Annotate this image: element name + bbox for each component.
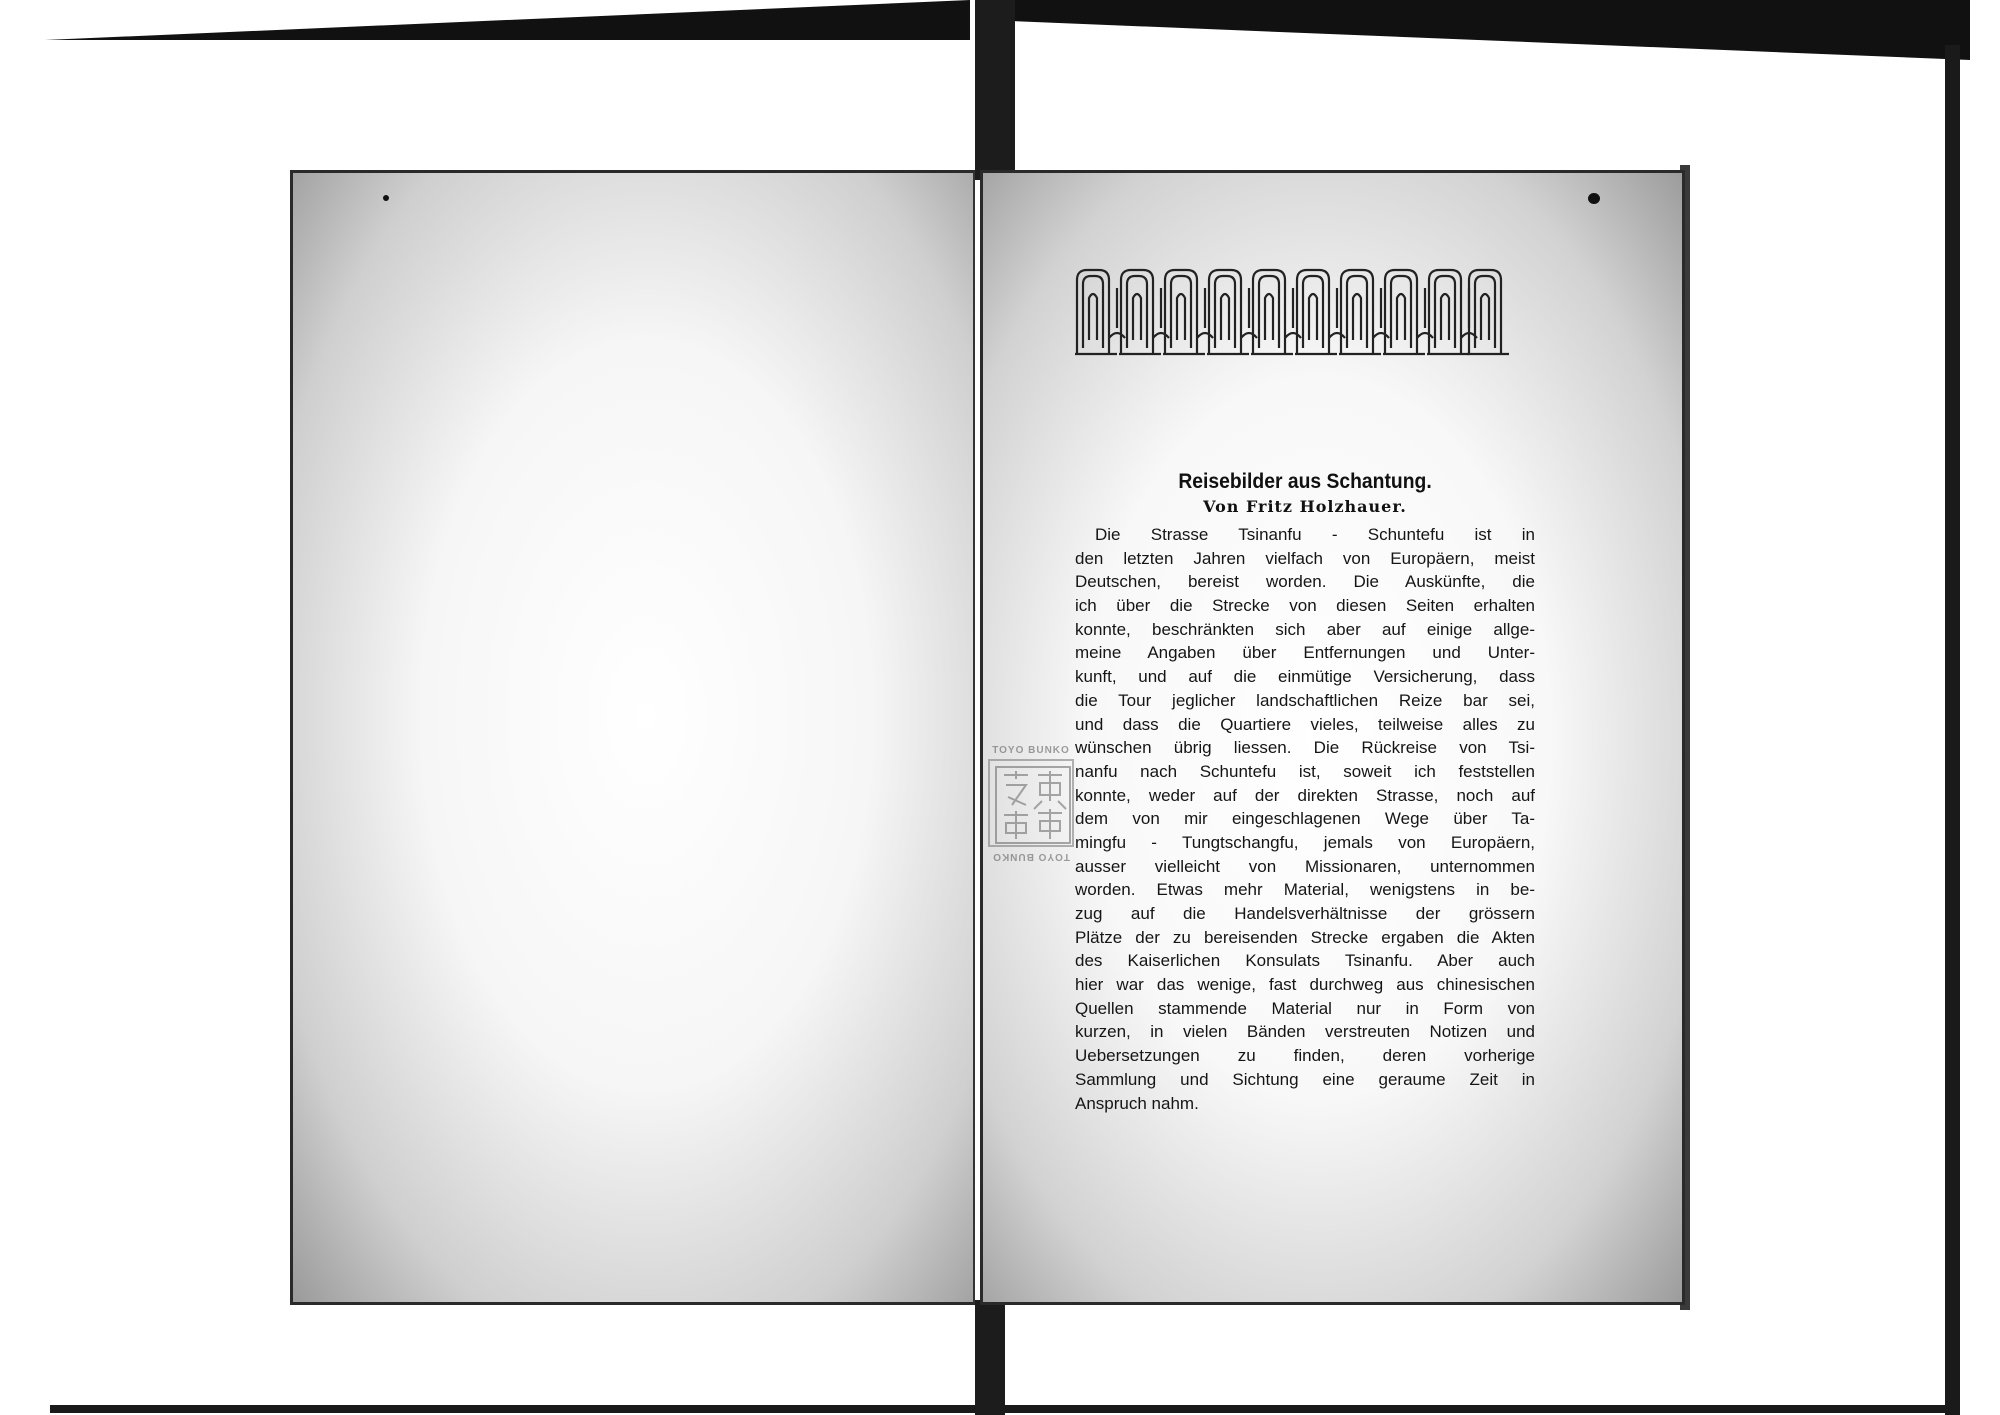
- body-line: Quellen stammende Material nur in Form von: [1075, 998, 1535, 1018]
- body-line: zug auf die Handelsverhältnisse der grössern: [1075, 904, 1535, 923]
- ink-speck: [383, 195, 389, 201]
- body-line: Die Strasse Tsinanfu - Schuntefu ist in: [1095, 525, 1535, 544]
- article-byline: Von Fritz Holzhauer.: [1203, 497, 1407, 516]
- body-line: konnte, beschränkten sich aber auf einige allge-: [1075, 619, 1535, 639]
- scan-dark-band-right: [1010, 0, 1970, 60]
- article-body: [1075, 523, 1535, 1115]
- body-line: worden. Etwas mehr Material, wenigstens in be-: [1075, 880, 1535, 900]
- body-line: hier war das wenige, fast durchweg aus chinesischen: [1075, 975, 1535, 995]
- scan-bottom-edge-right: [1000, 1405, 1945, 1413]
- decorative-header-ornament: [1073, 268, 1513, 358]
- body-line: und dass die Quartiere vieles, teilweise alles zu: [1075, 714, 1535, 734]
- body-line: den letzten Jahren vielfach von Europäern, meist: [1075, 548, 1535, 568]
- body-line: kunft, und auf die einmütige Versicherung, dass: [1075, 667, 1535, 687]
- ink-speck: [1588, 193, 1600, 204]
- stamp-top-text: TOYO BUNKO: [992, 745, 1070, 756]
- body-line: ausser vielleicht von Missionaren, unternommen: [1075, 856, 1535, 876]
- book-spine-top: [975, 0, 1015, 180]
- body-line: Uebersetzungen zu finden, deren vorherige: [1075, 1046, 1535, 1066]
- article-heading: Reisebilder aus Schantung.: [1178, 470, 1432, 493]
- body-line: Plätze der zu bereisenden Strecke ergaben die Akten: [1075, 927, 1535, 947]
- left-page-blank: [290, 170, 975, 1305]
- library-stamp: [982, 745, 1080, 865]
- body-line: Deutschen, bereist worden. Die Auskünfte, die: [1075, 572, 1535, 592]
- body-line: kurzen, in vielen Bänden verstreuten Notizen und: [1075, 1022, 1535, 1042]
- body-line: nanfu nach Schuntefu ist, soweit ich feststellen: [1075, 761, 1535, 781]
- body-line: die Tour jeglicher landschaftlichen Reize bar sei,: [1075, 690, 1535, 710]
- body-line: ich über die Strecke von diesen Seiten erhalten: [1075, 596, 1535, 616]
- seal-glyphs-icon: [990, 761, 1076, 849]
- body-line: meine Angaben über Entfernungen und Unter-: [1075, 643, 1535, 663]
- scan-bottom-edge-left: [50, 1405, 975, 1413]
- body-line: wünschen übrig liessen. Die Rückreise von Tsi-: [1075, 738, 1535, 758]
- body-line: mingfu - Tungtschangfu, jemals von Europäern,: [1075, 832, 1535, 852]
- body-line: Anspruch nahm.: [1075, 1093, 1199, 1113]
- body-line: konnte, weder auf der direkten Strasse, noch auf: [1075, 785, 1535, 805]
- body-line: Sammlung und Sichtung eine geraume Zeit in: [1075, 1069, 1535, 1089]
- book-spine-bottom: [975, 1300, 1005, 1415]
- stamp-bottom-text: TOYO BUNKO: [992, 851, 1070, 862]
- body-line: des Kaiserlichen Konsulats Tsinanfu. Aber auch: [1075, 951, 1535, 971]
- scan-right-edge: [1945, 45, 1960, 1415]
- stamp-seal: [988, 759, 1074, 847]
- body-line: dem von mir eingeschlagenen Wege über Ta-: [1075, 809, 1535, 829]
